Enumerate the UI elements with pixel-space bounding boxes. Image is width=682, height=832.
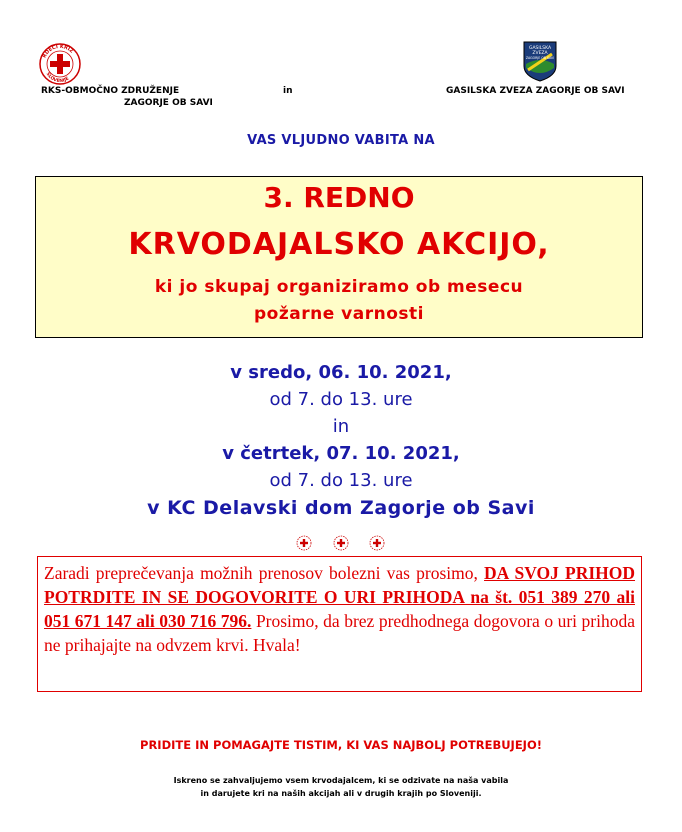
thanks-line-1: Iskreno se zahvaljujemo vsem krvodajalcem, ki se odzivate na naša vabila xyxy=(173,776,509,785)
fire-brigade-logo xyxy=(522,40,558,82)
title-line-3: ki jo skupaj organiziramo ob mesecu xyxy=(154,277,524,297)
time-day1: od 7. do 13. ure xyxy=(269,389,413,410)
schedule-joiner: in xyxy=(332,416,350,437)
left-org-line2: ZAGORJE OB SAVI xyxy=(124,98,213,108)
call-to-action: PRIDITE IN POMAGAJTE TISTIM, KI VAS NAJBOLJ POTREBUJEJO! xyxy=(140,738,542,752)
svg-text:ZAGORJE OB SAVI: ZAGORJE OB SAVI xyxy=(525,56,555,60)
left-org-line1: RKS-OBMOČNO ZDRUŽENJE xyxy=(41,86,180,96)
notice-outro: Prosimo, da brez predhodnega dogovora o uri prihoda ne prihajajte na odvzem krvi. Hvala! xyxy=(44,611,635,655)
invitation-heading: VAS VLJUDNO VABITA NA xyxy=(247,133,435,148)
right-org: GASILSKA ZVEZA ZAGORJE OB SAVI xyxy=(446,86,625,96)
venue: v KC Delavski dom Zagorje ob Savi xyxy=(147,497,535,519)
title-line-2: KRVODAJALSKO AKCIJO, xyxy=(128,227,550,262)
red-cross-logo xyxy=(38,42,82,86)
title-box xyxy=(35,176,643,338)
notice-intro: Zaradi preprečevanja možnih prenosov bolezni vas prosimo, xyxy=(44,563,478,583)
red-cross-mark-icon xyxy=(333,535,349,551)
date-day1: v sredo, 06. 10. 2021, xyxy=(230,362,452,383)
title-line-1: 3. REDNO xyxy=(263,181,415,214)
thanks-line-2: in darujete kri na naših akcijah ali v drugih krajih po Sloveniji. xyxy=(200,789,482,798)
svg-text:GASILSKA: GASILSKA xyxy=(528,46,552,51)
date-day2: v četrtek, 07. 10. 2021, xyxy=(222,443,460,464)
header-conjunction: in xyxy=(283,86,293,96)
red-cross-mark-icon xyxy=(296,535,312,551)
notice-box xyxy=(37,556,642,692)
svg-text:RDEČI KRIŽ: RDEČI KRIŽ xyxy=(41,43,75,60)
notice-phone-instruction: DA SVOJ PRIHOD POTRDITE IN SE DOGOVORITE O URI PRIHODA na št. 051 389 270 ali 051 671 147 ali 030 716 796. xyxy=(44,563,636,631)
title-line-4: požarne varnosti xyxy=(254,304,424,324)
svg-text:ZVEZA: ZVEZA xyxy=(532,51,548,56)
time-day2: od 7. do 13. ure xyxy=(269,470,413,491)
red-cross-mark-icon xyxy=(369,535,385,551)
svg-text:SLOVENIJE: SLOVENIJE xyxy=(44,71,71,85)
